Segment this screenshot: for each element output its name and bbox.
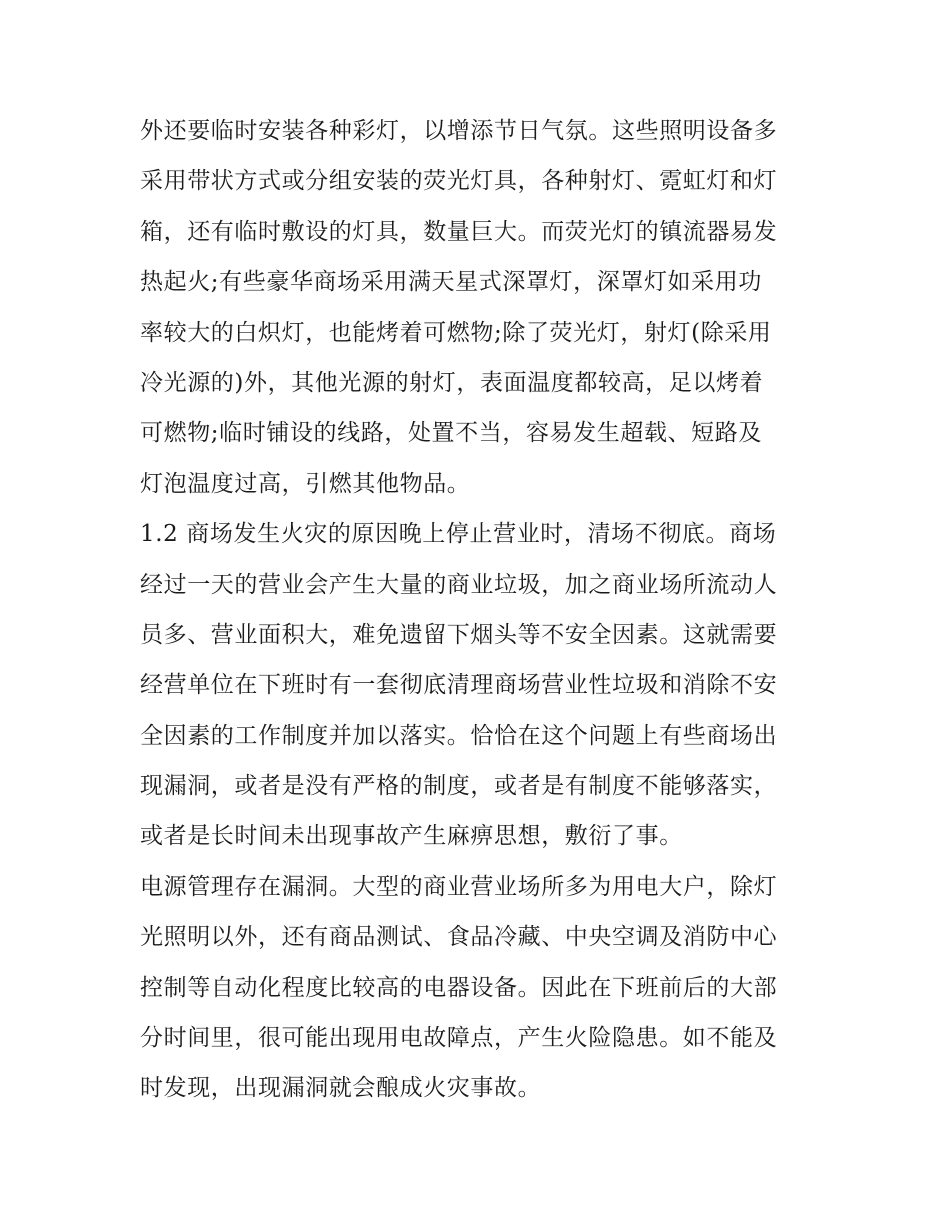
text-line: 热起火;有些豪华商场采用满天星式深罩灯，深罩灯如采用功 (140, 269, 762, 296)
text-line: 外还要临时安装各种彩灯，以增添节日气氛。这些照明设备多 (140, 118, 778, 144)
section-heading-line: 1.2 商场发生火灾的原因晚上停止营业时，清场不彻底。商场 (140, 521, 777, 548)
text-line: 全因素的工作制度并加以落实。恰恰在这个问题上有些商场出 (140, 722, 778, 749)
text-line: 光照明以外，还有商品测试、食品冷藏、中央空调及消防中心 (140, 924, 778, 951)
text-line: 冷光源的)外，其他光源的射灯，表面温度都较高，足以烤着 (140, 369, 764, 396)
text-line: 分时间里，很可能出现用电故障点，产生火险隐患。如不能及 (140, 1025, 778, 1052)
text-line: 控制等自动化程度比较高的电器设备。因此在下班前后的大部 (140, 974, 778, 1001)
text-line: 员多、营业面积大，难免遗留下烟头等不安全因素。这就需要 (140, 621, 778, 648)
text-line: 率较大的白炽灯，也能烤着可燃物;除了荧光灯，射灯(除采用 (140, 319, 772, 346)
body-text (140, 106, 812, 1114)
text-line: 经过一天的营业会产生大量的商业垃圾，加之商业场所流动人 (140, 571, 778, 598)
text-line: 采用带状方式或分组安装的荧光灯具，各种射灯、霓虹灯和灯 (140, 168, 778, 195)
text-line: 可燃物;临时铺设的线路，处置不当，容易发生超载、短路及 (140, 420, 762, 447)
text-line: 时发现，出现漏洞就会酿成火灾事故。 (140, 1075, 542, 1102)
text-line: 电源管理存在漏洞。大型的商业营业场所多为用电大户，除灯 (140, 873, 778, 900)
text-line: 现漏洞，或者是没有严格的制度，或者是有制度不能够落实， (140, 773, 778, 800)
text-line: 箱，还有临时敷设的灯具，数量巨大。而荧光灯的镇流器易发 (140, 218, 778, 245)
text-line: 或者是长时间未出现事故产生麻痹思想，敷衍了事。 (140, 823, 683, 850)
text-line: 经营单位在下班时有一套彻底清理商场营业性垃圾和消除不安 (140, 672, 778, 699)
text-line: 灯泡温度过高，引燃其他物品。 (140, 470, 471, 497)
